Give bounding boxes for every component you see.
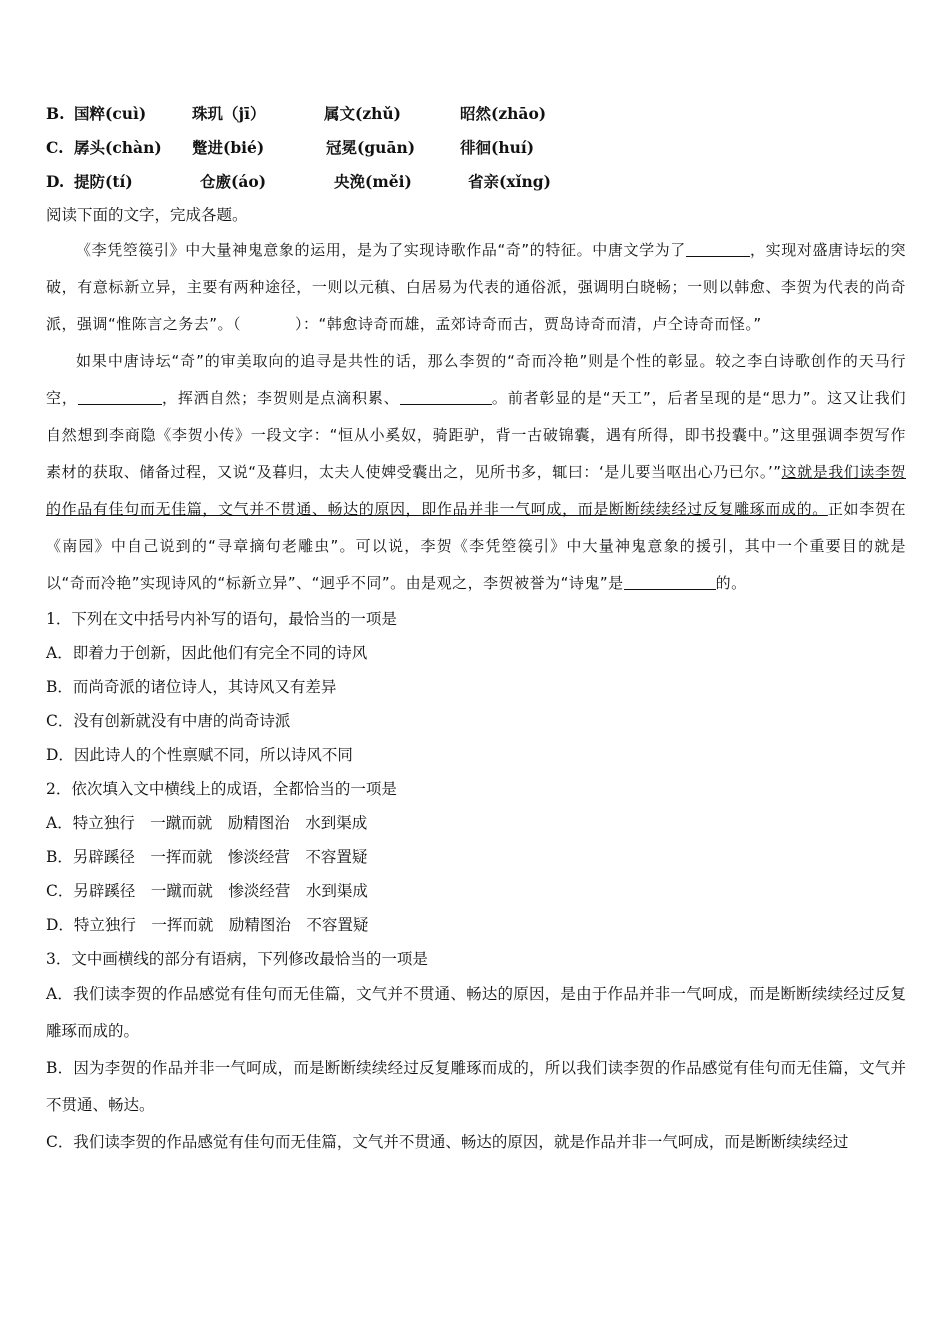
passage [46, 232, 906, 602]
fill-blank [78, 389, 162, 405]
question-stem: 3．文中画横线的部分有语病，下列修改最恰当的一项是 [46, 950, 428, 968]
option-item: 冠冕(guān) [326, 138, 416, 157]
fill-blank [624, 574, 716, 590]
paragraph-2: 如果中唐诗坛“奇”的审美取向的追寻是共性的话，那么李贺的“奇而冷艳”则是个性的彰显。较之李白诗歌创作的天马行空， ，挥洒自然；李贺则是点滴积累、 。前者彰显的是“天工”，后者呈现的是“思力”。这又让我们自然想到李商隐《李贺小传》一段文字：“恒从小奚奴，骑距驴，背一古破锦囊，遇有所得，即书投囊中。”这里强调李贺写作素材的获取、储备过程，又说“及暮归，太夫人使婢受囊出之，见所书多，辄曰：‘是儿要当呕出心乃已尔。’”这就是我们读李贺的作品有佳句而无佳篇，文气并不贯通、畅达的原因，即作品并非一气呵成，而是断断续续经过反复雕琢而成的。正如李贺在《南园》中自己说到的“寻章摘句老雕虫”。可以说，李贺《李凭箜篌引》中大量神鬼意象的援引，其中一个重要目的就是以“奇而冷艳”实现诗风的“标新立异”、“迥乎不同”。由是观之，李贺被誉为“诗鬼”是 的。 [46, 352, 906, 592]
answer-option: B．另辟蹊径 一挥而就 惨淡经营 不容置疑 [46, 848, 368, 866]
answer-option: C．另辟蹊径 一蹴而就 惨淡经营 水到渠成 [46, 882, 368, 900]
answer-option: A．我们读李贺的作品感觉有佳句而无佳篇，文气并不贯通、畅达的原因，是由于作品并非一气呵成，而是断断续续经过反复雕琢而成的。 [46, 985, 906, 1040]
option-item: 蹩进(bié) [192, 138, 265, 157]
fill-blank [400, 389, 492, 405]
answer-option: A．即着力于创新，因此他们有完全不同的诗风 [46, 644, 368, 662]
option-row-b [46, 96, 906, 130]
option-item: 昭然(zhāo) [460, 104, 547, 123]
option-letter: B. [46, 103, 65, 123]
answer-option: B．因为李贺的作品并非一气呵成，而是断断续续经过反复雕琢而成的，所以我们读李贺的作品感觉有佳句而无佳篇，文气并不贯通、畅达。 [46, 1059, 906, 1114]
question-stem: 2．依次填入文中横线上的成语，全都恰当的一项是 [46, 780, 397, 798]
top-options [46, 96, 906, 198]
option-letter: D. [46, 171, 65, 191]
option-item: 徘徊(huí) [460, 138, 535, 157]
option-row-d [46, 164, 906, 198]
option-item: 国粹(cuì) [74, 104, 147, 123]
reading-intro: 阅读下面的文字，完成各题。 [46, 206, 248, 224]
question-2 [46, 772, 906, 942]
answer-option: C．没有创新就没有中唐的尚奇诗派 [46, 712, 291, 730]
option-item: 珠玑（jī） [192, 104, 266, 123]
fill-blank [686, 241, 750, 257]
answer-option: B．而尚奇派的诸位诗人，其诗风又有差异 [46, 678, 337, 696]
option-letter: C. [46, 137, 64, 157]
answer-option: D．特立独行 一挥而就 励精图治 不容置疑 [46, 916, 369, 934]
question-stem: 1．下列在文中括号内补写的语句，最恰当的一项是 [46, 610, 397, 628]
underlined-sentence: 这就是我们读李贺的作品有佳句而无佳篇，文气并不贯通、畅达的原因，即作品并非一气呵成，而是断断续续经过反复雕琢而成的。 [46, 463, 906, 518]
option-row-c [46, 130, 906, 164]
answer-option: C．我们读李贺的作品感觉有佳句而无佳篇，文气并不贯通、畅达的原因，就是作品并非一气呵成，而是断断续续经过 [46, 1133, 849, 1151]
option-item: 央浼(měi) [334, 172, 412, 191]
option-item: 仓廒(áo) [200, 172, 267, 191]
answer-option: D．因此诗人的个性禀赋不同，所以诗风不同 [46, 746, 353, 764]
answer-option: A．特立独行 一蹴而就 励精图治 水到渠成 [46, 814, 368, 832]
document-page [46, 96, 906, 1161]
paragraph-1: 《李凭箜篌引》中大量神鬼意象的运用，是为了实现诗歌作品“奇”的特征。中唐文学为了 ，实现对盛唐诗坛的突破，有意标新立异，主要有两种途径，一则以元稹、白居易为代表的通俗派，强调明白晓畅；一则以韩愈、李贺为代表的尚奇派，强调“惟陈言之务去”。（ ）：“韩愈诗奇而雄，孟郊诗奇而古，贾岛诗奇而清，卢仝诗奇而怪。” [46, 241, 906, 333]
question-1 [46, 602, 906, 772]
option-item: 省亲(xǐng) [468, 172, 551, 191]
option-item: 孱头(chàn) [74, 138, 162, 157]
option-item: 属文(zhǔ) [324, 104, 402, 123]
question-3 [46, 942, 906, 1161]
option-item: 提防(tí) [74, 172, 133, 191]
